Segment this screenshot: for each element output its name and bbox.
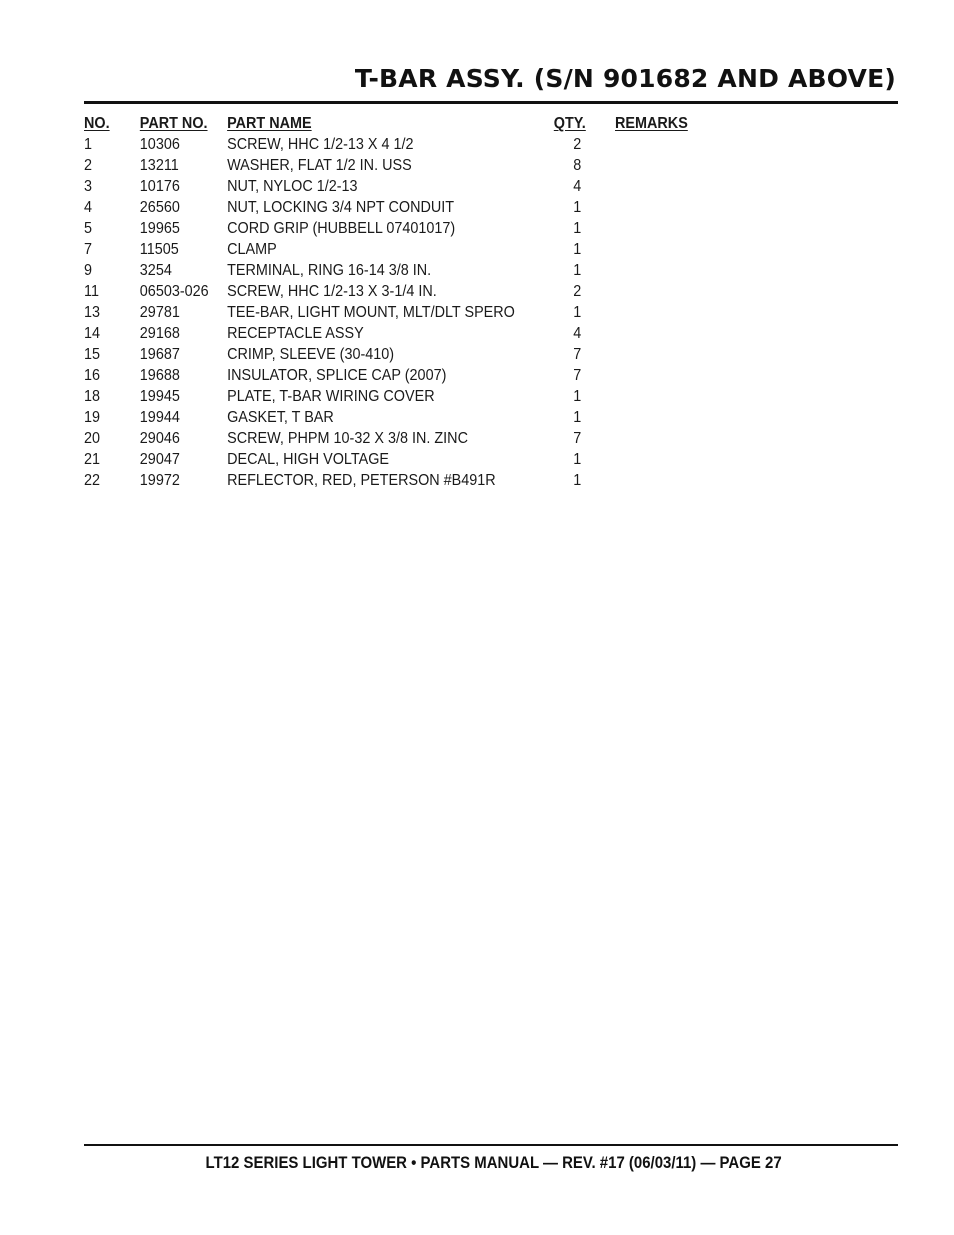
table-row	[84, 344, 642, 365]
cell-qty: 1	[573, 304, 582, 321]
cell-part-no: 19972	[139, 472, 180, 489]
cell-part-no: 29168	[139, 325, 180, 342]
cell-no: 15	[84, 346, 101, 363]
cell-part-no: 19944	[139, 409, 180, 426]
cell-part-no: 10176	[139, 178, 180, 195]
header-remarks: REMARKS	[615, 115, 688, 132]
table-row	[84, 134, 642, 155]
cell-qty: 1	[573, 262, 582, 279]
cell-qty: 4	[573, 178, 582, 195]
table-row	[84, 407, 642, 428]
cell-no: 7	[84, 241, 93, 258]
cell-no: 16	[84, 367, 101, 384]
cell-part-name: WASHER, FLAT 1/2 IN. USS	[227, 157, 412, 174]
cell-part-name: CORD GRIP (HUBBELL 07401017)	[227, 220, 456, 237]
table-row	[84, 260, 642, 281]
cell-part-name: CRIMP, SLEEVE (30-410)	[227, 346, 395, 363]
cell-qty: 1	[573, 451, 582, 468]
cell-qty: 8	[573, 157, 582, 174]
cell-qty: 2	[573, 136, 582, 153]
cell-no: 1	[84, 136, 93, 153]
cell-part-no: 19688	[139, 367, 180, 384]
cell-no: 4	[84, 199, 93, 216]
cell-no: 5	[84, 220, 93, 237]
cell-part-no: 06503-026	[139, 283, 209, 300]
table-row	[84, 218, 642, 239]
cell-no: 3	[84, 178, 93, 195]
cell-part-no: 3254	[139, 262, 172, 279]
header-qty: QTY.	[553, 115, 586, 132]
cell-no: 9	[84, 262, 93, 279]
table-row	[84, 470, 642, 491]
cell-part-no: 26560	[139, 199, 180, 216]
cell-qty: 7	[573, 367, 582, 384]
table-header-row	[84, 113, 688, 134]
cell-qty: 1	[573, 241, 582, 258]
cell-part-name: SCREW, HHC 1/2-13 X 3-1/4 IN.	[227, 283, 437, 300]
cell-part-name: SCREW, PHPM 10-32 X 3/8 IN. ZINC	[227, 430, 468, 447]
cell-qty: 4	[573, 325, 582, 342]
page-footer: LT12 SERIES LIGHT TOWER • PARTS MANUAL — REV. #17 (06/03/11) — PAGE 27	[205, 1153, 782, 1172]
table-body	[84, 134, 704, 491]
cell-part-name: TERMINAL, RING 16-14 3/8 IN.	[227, 262, 432, 279]
table-row	[84, 449, 642, 470]
table-row	[84, 323, 642, 344]
cell-part-no: 10306	[139, 136, 180, 153]
cell-part-name: NUT, NYLOC 1/2-13	[227, 178, 358, 195]
cell-part-no: 19965	[139, 220, 180, 237]
cell-part-no: 29047	[139, 451, 180, 468]
cell-qty: 7	[573, 430, 582, 447]
title-divider	[84, 101, 898, 104]
cell-part-no: 11505	[139, 241, 179, 258]
cell-qty: 1	[573, 409, 582, 426]
cell-no: 2	[84, 157, 93, 174]
cell-part-no: 29046	[139, 430, 180, 447]
cell-no: 20	[84, 430, 101, 447]
table-row	[84, 386, 642, 407]
cell-part-name: SCREW, HHC 1/2-13 X 4 1/2	[227, 136, 414, 153]
cell-no: 19	[84, 409, 101, 426]
cell-no: 11	[84, 283, 99, 300]
cell-part-name: INSULATOR, SPLICE CAP (2007)	[227, 367, 447, 384]
footer-divider	[84, 1144, 898, 1146]
table-row	[84, 302, 642, 323]
cell-part-name: REFLECTOR, RED, PETERSON #B491R	[227, 472, 496, 489]
cell-part-name: RECEPTACLE ASSY	[227, 325, 364, 342]
table-row	[84, 239, 642, 260]
cell-part-name: GASKET, T BAR	[227, 409, 334, 426]
table-row	[84, 365, 642, 386]
parts-table	[84, 113, 704, 491]
cell-qty: 1	[573, 472, 582, 489]
cell-no: 22	[84, 472, 101, 489]
cell-qty: 2	[573, 283, 582, 300]
table-row	[84, 281, 642, 302]
table-row	[84, 428, 642, 449]
cell-qty: 1	[573, 388, 582, 405]
cell-no: 14	[84, 325, 101, 342]
cell-qty: 7	[573, 346, 582, 363]
cell-part-name: TEE-BAR, LIGHT MOUNT, MLT/DLT SPERO	[227, 304, 515, 321]
cell-part-name: DECAL, HIGH VOLTAGE	[227, 451, 390, 468]
cell-part-no: 29781	[139, 304, 180, 321]
cell-part-name: NUT, LOCKING 3/4 NPT CONDUIT	[227, 199, 455, 216]
cell-part-no: 19945	[139, 388, 180, 405]
table-row	[84, 197, 642, 218]
cell-qty: 1	[573, 199, 582, 216]
cell-part-name: PLATE, T-BAR WIRING COVER	[227, 388, 435, 405]
cell-no: 21	[84, 451, 101, 468]
header-part-name: PART NAME	[227, 115, 312, 132]
page-title: T-BAR ASSY. (S/N 901682 AND ABOVE)	[354, 64, 896, 93]
header-no: NO.	[84, 115, 110, 132]
cell-no: 18	[84, 388, 101, 405]
cell-part-no: 13211	[139, 157, 179, 174]
cell-qty: 1	[573, 220, 582, 237]
header-part-no: PART NO.	[139, 115, 208, 132]
cell-part-name: CLAMP	[227, 241, 277, 258]
cell-no: 13	[84, 304, 101, 321]
cell-part-no: 19687	[139, 346, 180, 363]
table-row	[84, 155, 642, 176]
table-row	[84, 176, 642, 197]
